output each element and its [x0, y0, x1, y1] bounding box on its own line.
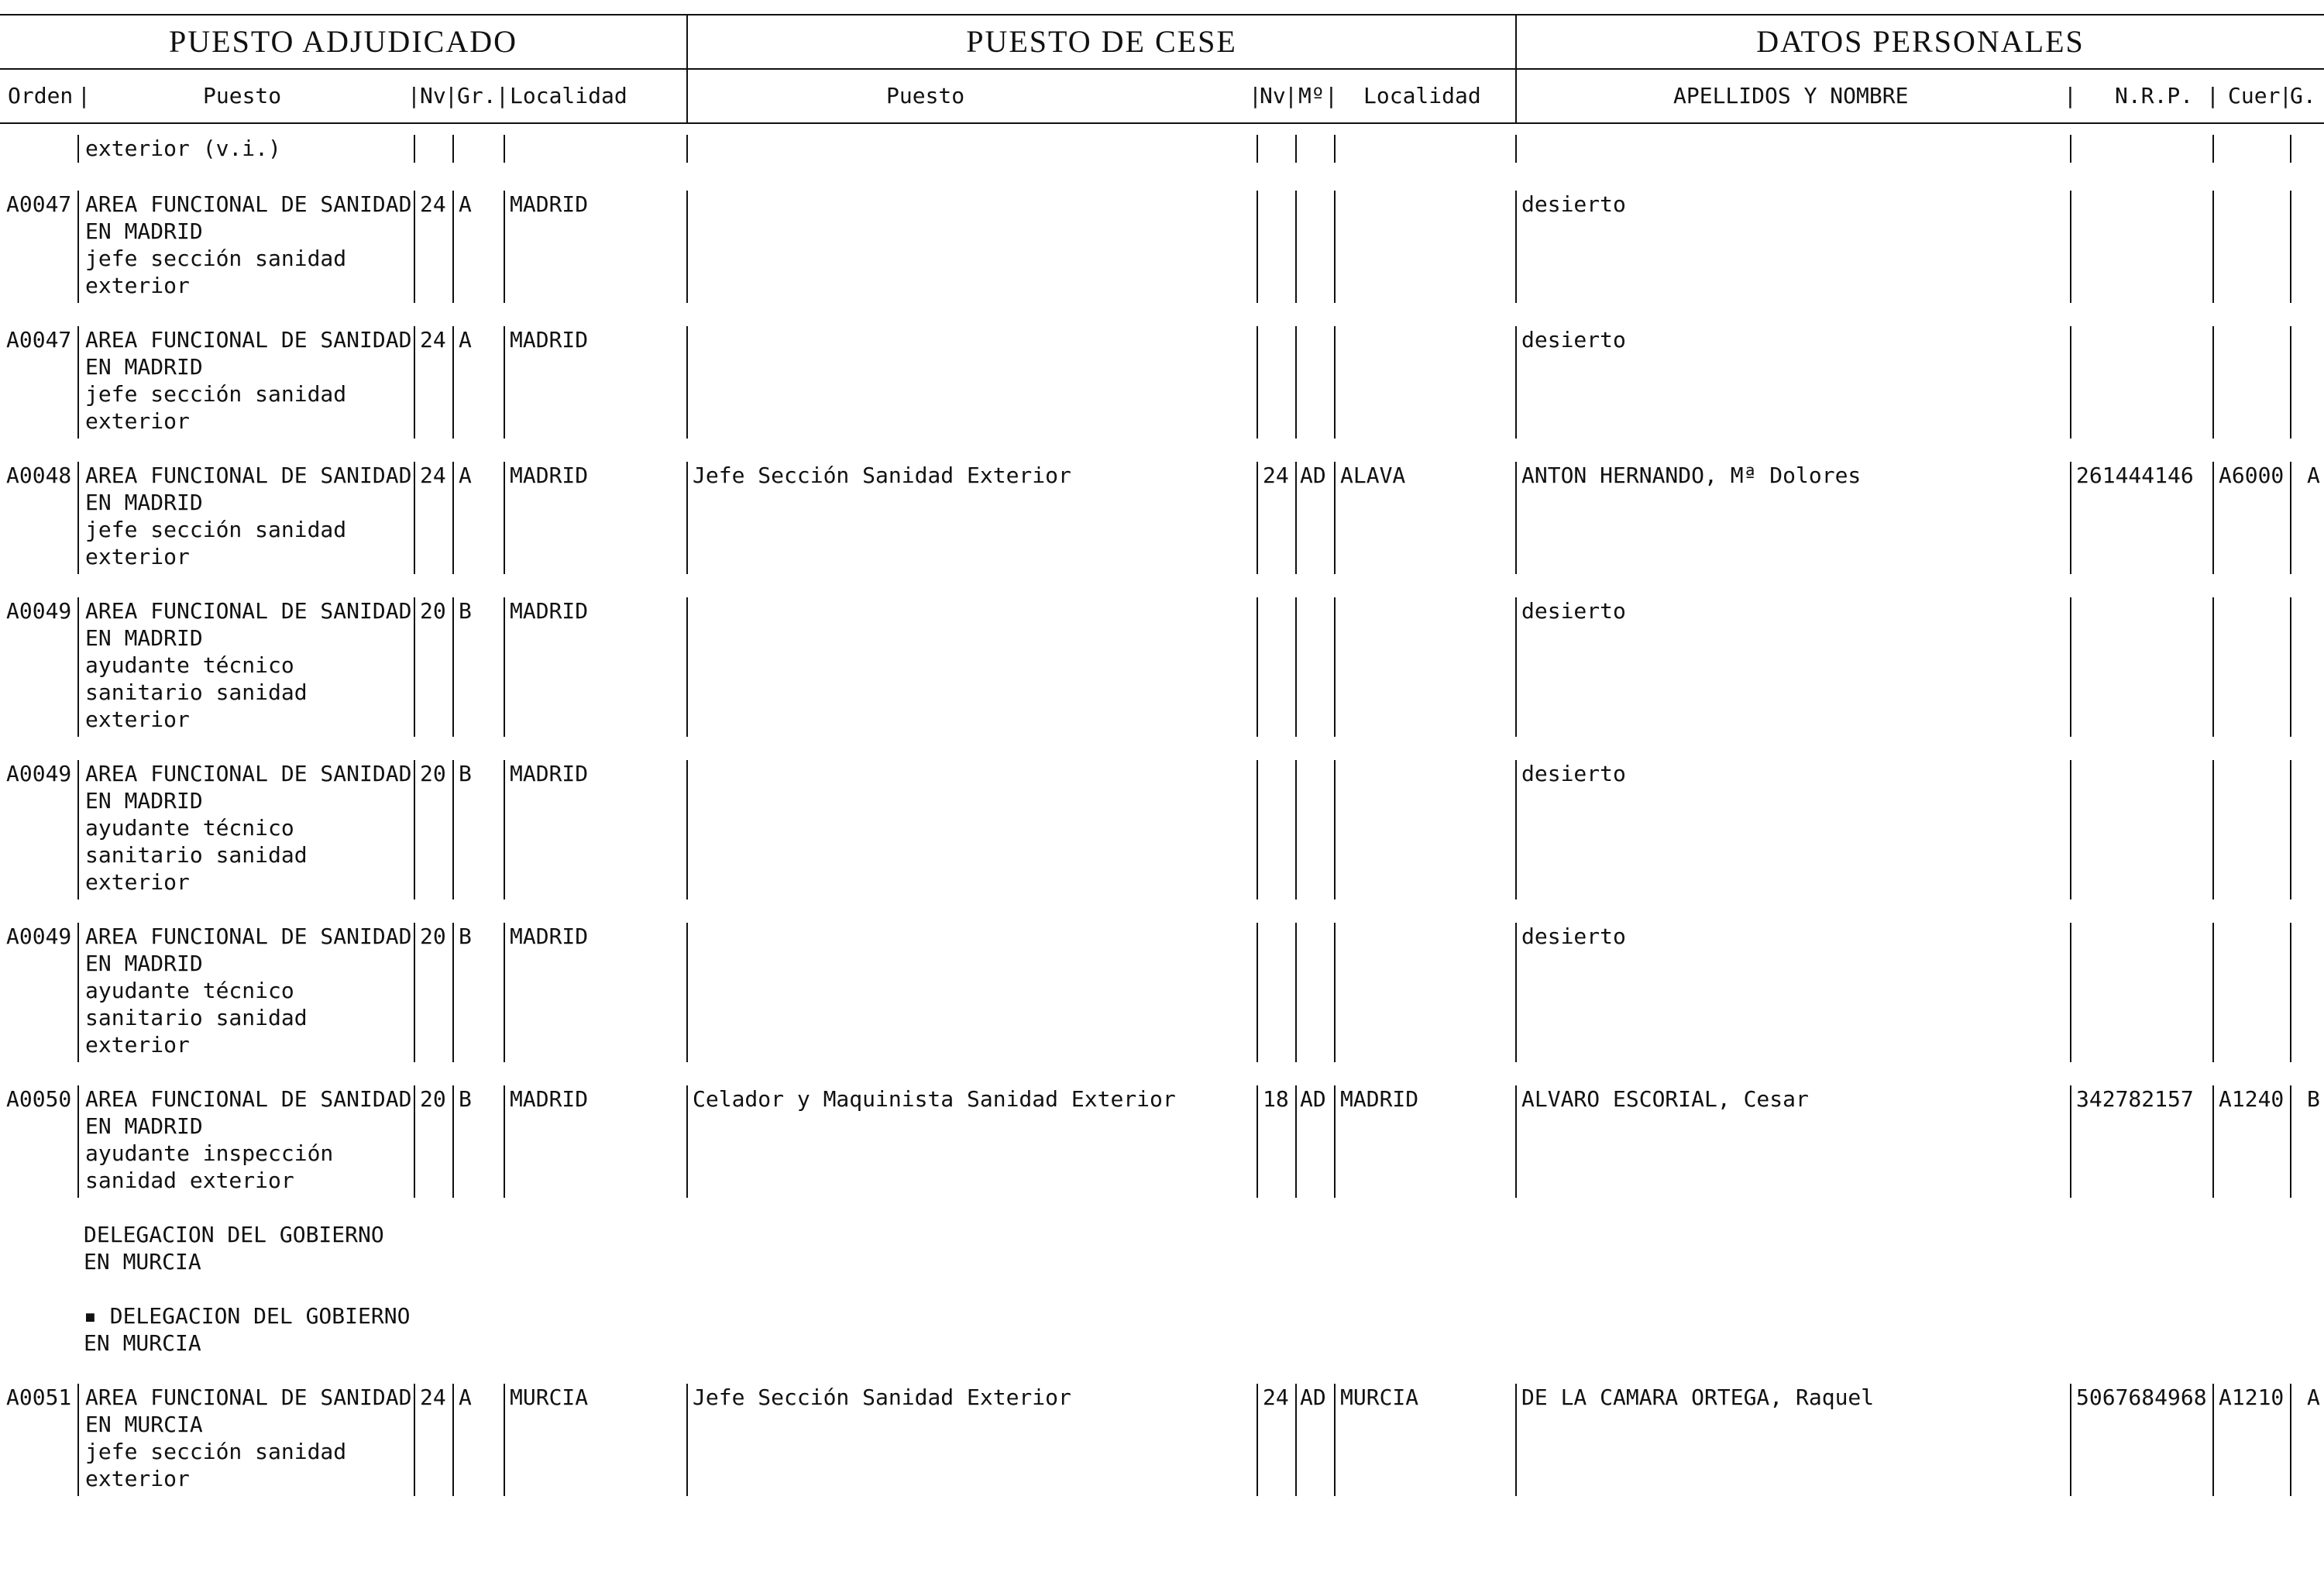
row-divider [1257, 1085, 1258, 1198]
row-divider [414, 191, 415, 303]
cell-nombre: desierto [1521, 191, 1626, 217]
table-row [0, 1384, 2324, 1496]
row-divider [1515, 191, 1517, 303]
row-divider [1257, 191, 1258, 303]
row-divider [2290, 597, 2291, 737]
cell-nombre: desierto [1521, 924, 1626, 949]
cell-localidad: MADRID [510, 191, 589, 217]
cell-cese-puesto: Celador y Maquinista Sanidad Exterior [693, 1086, 1176, 1112]
row-divider [1515, 135, 1517, 163]
row-divider [414, 462, 415, 574]
header-cese-nv: Nv [1260, 83, 1286, 108]
row-divider [2070, 191, 2071, 303]
cell-cese-localidad: MADRID [1340, 1086, 1419, 1112]
table-row [0, 326, 2324, 439]
header-sep: | [1249, 83, 1262, 108]
cell-gr: A [459, 463, 472, 488]
row-divider [2070, 1085, 2071, 1198]
cell-nombre: desierto [1521, 598, 1626, 624]
row-divider [1334, 923, 1336, 1062]
header-cese-localidad: Localidad [1363, 83, 1481, 108]
row-divider [2290, 1384, 2291, 1496]
row-divider [77, 923, 79, 1062]
header-sep: | [77, 83, 91, 108]
cell-localidad: MADRID [510, 327, 589, 353]
row-divider [414, 597, 415, 737]
row-divider [1295, 760, 1297, 899]
row-divider [452, 597, 454, 737]
cell-cese-m: AD [1300, 1384, 1326, 1410]
header-nv: Nv [420, 83, 446, 108]
row-divider [2212, 1085, 2214, 1198]
row-divider [2212, 135, 2214, 163]
row-divider [452, 135, 454, 163]
row-divider [452, 1384, 454, 1496]
header-gr: Gr. [457, 83, 497, 108]
cell-cuer: A1210 [2219, 1384, 2284, 1410]
row-divider [1257, 923, 1258, 1062]
row-divider [452, 1085, 454, 1198]
header-localidad: Localidad [510, 83, 627, 108]
row-divider [414, 1085, 415, 1198]
cell-orden: A0050 [6, 1086, 72, 1112]
row-divider [1515, 1384, 1517, 1496]
row-divider [414, 1384, 415, 1496]
cell-nv: 24 [420, 463, 446, 488]
row-divider [2290, 135, 2291, 163]
row-divider [2290, 923, 2291, 1062]
row-divider [504, 760, 505, 899]
cell-localidad: MADRID [510, 924, 589, 949]
row-divider [1257, 760, 1258, 899]
row-divider [77, 760, 79, 899]
row-divider [77, 1384, 79, 1496]
cell-gr: B [459, 761, 472, 786]
row-divider [1334, 191, 1336, 303]
header-rule [0, 122, 2324, 124]
row-divider [452, 760, 454, 899]
header-sep: | [2206, 83, 2219, 108]
row-divider [2290, 462, 2291, 574]
row-divider [686, 326, 688, 439]
table-row [0, 597, 2324, 737]
header-sep: | [1284, 83, 1298, 108]
row-divider [686, 760, 688, 899]
header-cuer: Cuer [2228, 83, 2281, 108]
header-sep: | [2279, 83, 2292, 108]
table-row [0, 760, 2324, 899]
row-divider [2290, 760, 2291, 899]
row-divider [1295, 1384, 1297, 1496]
row-divider [2212, 1384, 2214, 1496]
cell-localidad: MADRID [510, 598, 589, 624]
row-divider [1334, 1384, 1336, 1496]
row-divider [1334, 1085, 1336, 1198]
row-divider [504, 462, 505, 574]
cell-localidad: MADRID [510, 761, 589, 786]
row-divider [1334, 135, 1336, 163]
cell-gr: A [459, 191, 472, 217]
row-divider [1295, 191, 1297, 303]
row-divider [1515, 326, 1517, 439]
row-divider [1334, 597, 1336, 737]
row-divider [414, 326, 415, 439]
header-sep: | [2064, 83, 2077, 108]
cell-orden: A0047 [6, 327, 72, 353]
cell-nv: 24 [420, 191, 446, 217]
cell-nombre: desierto [1521, 327, 1626, 353]
cell-puesto: AREA FUNCIONAL DE SANIDAD EN MADRID ayudante técnico sanitario sanidad exterior [85, 924, 412, 1058]
row-divider [1295, 326, 1297, 439]
cell-nombre: ANTON HERNANDO, Mª Dolores [1521, 463, 1862, 488]
cell-orden: A0049 [6, 761, 72, 786]
cell-puesto: AREA FUNCIONAL DE SANIDAD EN MADRID jefe sección sanidad exterior [85, 191, 412, 298]
header-g: G. [2290, 83, 2316, 108]
row-divider [2290, 191, 2291, 303]
section-heading-subdelegacion: ▪ DELEGACION DEL GOBIERNO EN MURCIA [84, 1303, 411, 1356]
row-divider [414, 923, 415, 1062]
header-sep: | [407, 83, 421, 108]
row-divider [2070, 760, 2071, 899]
row-divider [2070, 597, 2071, 737]
row-divider [1257, 597, 1258, 737]
cell-cese-nv: 18 [1263, 1086, 1289, 1112]
row-divider [2290, 1085, 2291, 1198]
row-divider [1257, 462, 1258, 574]
cell-orden: A0051 [6, 1384, 72, 1410]
cell-cuer: A6000 [2219, 463, 2284, 488]
row-divider [1515, 760, 1517, 899]
cell-orden: A0047 [6, 191, 72, 217]
cell-cese-m: AD [1300, 463, 1326, 488]
cell-g: A [2307, 463, 2320, 488]
cell-nv: 24 [420, 1384, 446, 1410]
row-divider [2212, 760, 2214, 899]
cell-cuer: A1240 [2219, 1086, 2284, 1112]
cell-gr: B [459, 924, 472, 949]
row-divider [77, 597, 79, 737]
header-sep: | [445, 83, 458, 108]
row-divider [452, 923, 454, 1062]
header-sep: | [1325, 83, 1338, 108]
row-divider [77, 1085, 79, 1198]
cell-nrp: 342782157 [2076, 1086, 2194, 1112]
row-divider [504, 135, 505, 163]
row-divider [504, 597, 505, 737]
row-divider [1334, 326, 1336, 439]
cell-cese-nv: 24 [1263, 1384, 1289, 1410]
cell-cese-puesto: Jefe Sección Sanidad Exterior [693, 1384, 1071, 1410]
cell-orden: A0049 [6, 924, 72, 949]
row-divider [2290, 326, 2291, 439]
cell-gr: B [459, 1086, 472, 1112]
row-divider [77, 326, 79, 439]
row-divider [1295, 923, 1297, 1062]
cell-g: A [2307, 1384, 2320, 1410]
row-divider [1334, 760, 1336, 899]
row-divider [504, 923, 505, 1062]
row-divider [1295, 1085, 1297, 1198]
cell-nrp: 261444146 [2076, 463, 2194, 488]
cell-localidad: MADRID [510, 463, 589, 488]
row-divider [1295, 135, 1297, 163]
row-divider [2212, 923, 2214, 1062]
row-divider [504, 1085, 505, 1198]
row-divider [686, 191, 688, 303]
row-divider [504, 1384, 505, 1496]
row-divider [2070, 923, 2071, 1062]
row-divider [686, 1384, 688, 1496]
row-divider [1334, 462, 1336, 574]
header-nrp: N.R.P. [2115, 83, 2194, 108]
row-divider [2070, 135, 2071, 163]
cell-puesto: AREA FUNCIONAL DE SANIDAD EN MADRID jefe sección sanidad exterior [85, 327, 412, 434]
cell-orden: A0049 [6, 598, 72, 624]
row-divider [1295, 462, 1297, 574]
row-divider [2212, 326, 2214, 439]
row-divider [452, 462, 454, 574]
cell-nrp: 5067684968 [2076, 1384, 2207, 1410]
header-cese-m: Mº [1298, 83, 1325, 108]
cell-cese-puesto: Jefe Sección Sanidad Exterior [693, 463, 1071, 488]
section-rule [0, 68, 2324, 70]
row-divider [2212, 597, 2214, 737]
row-divider [77, 462, 79, 574]
row-divider [686, 1085, 688, 1198]
row-divider [686, 597, 688, 737]
header-orden: Orden [8, 83, 74, 108]
row-divider [77, 135, 79, 163]
row-divider [1515, 462, 1517, 574]
cell-localidad: MURCIA [510, 1384, 589, 1410]
row-divider [2070, 1384, 2071, 1496]
row-divider [452, 191, 454, 303]
cell-localidad: MADRID [510, 1086, 589, 1112]
section-title-adjudicado: PUESTO ADJUDICADO [169, 24, 517, 59]
row-divider [1515, 597, 1517, 737]
row-divider [1257, 1384, 1258, 1496]
row-divider [1515, 923, 1517, 1062]
section-heading-delegacion: DELEGACION DEL GOBIERNO EN MURCIA [84, 1222, 384, 1274]
cell-nv: 24 [420, 327, 446, 353]
section-title-personales: DATOS PERSONALES [1756, 24, 2085, 59]
cell-puesto: AREA FUNCIONAL DE SANIDAD EN MURCIA jefe sección sanidad exterior [85, 1384, 412, 1491]
row-divider [686, 135, 688, 163]
cell-gr: A [459, 1384, 472, 1410]
section-title-cese: PUESTO DE CESE [966, 24, 1237, 59]
row-divider [686, 923, 688, 1062]
table-row [0, 462, 2324, 574]
header-apellidos: APELLIDOS Y NOMBRE [1673, 83, 1909, 108]
cell-nv: 20 [420, 1086, 446, 1112]
row-divider [77, 191, 79, 303]
cell-nombre: ALVARO ESCORIAL, Cesar [1521, 1086, 1809, 1112]
header-cese-puesto: Puesto [886, 83, 965, 108]
cell-puesto: AREA FUNCIONAL DE SANIDAD EN MADRID ayudante técnico sanitario sanidad exterior [85, 761, 412, 895]
cell-cese-localidad: MURCIA [1340, 1384, 1419, 1410]
cell-nombre: DE LA CAMARA ORTEGA, Raquel [1521, 1384, 1875, 1410]
row-divider [1257, 135, 1258, 163]
header-sep: | [496, 83, 509, 108]
row-divider [414, 135, 415, 163]
cell-cese-nv: 24 [1263, 463, 1289, 488]
row-divider [1295, 597, 1297, 737]
row-divider [452, 326, 454, 439]
header-puesto: Puesto [203, 83, 282, 108]
table-row [0, 135, 2324, 166]
row-divider [2070, 326, 2071, 439]
row-divider [1515, 1085, 1517, 1198]
row-divider [2212, 462, 2214, 574]
cell-orden: A0048 [6, 463, 72, 488]
cell-cese-m: AD [1300, 1086, 1326, 1112]
table-row [0, 191, 2324, 303]
table-row [0, 1085, 2324, 1198]
row-divider [414, 760, 415, 899]
cell-nombre: desierto [1521, 761, 1626, 786]
table-row [0, 923, 2324, 1062]
cell-nv: 20 [420, 598, 446, 624]
cell-cese-localidad: ALAVA [1340, 463, 1406, 488]
cell-gr: B [459, 598, 472, 624]
row-divider [504, 326, 505, 439]
cell-nv: 20 [420, 924, 446, 949]
cell-puesto: AREA FUNCIONAL DE SANIDAD EN MADRID jefe sección sanidad exterior [85, 463, 412, 569]
cell-g: B [2307, 1086, 2320, 1112]
row-divider [2070, 462, 2071, 574]
row-divider [2212, 191, 2214, 303]
cell-nv: 20 [420, 761, 446, 786]
row-divider [686, 462, 688, 574]
cell-puesto: AREA FUNCIONAL DE SANIDAD EN MADRID ayudante técnico sanitario sanidad exterior [85, 598, 412, 732]
row-divider [1257, 326, 1258, 439]
cell-puesto: exterior (v.i.) [85, 136, 281, 161]
cell-gr: A [459, 327, 472, 353]
row-divider [504, 191, 505, 303]
cell-puesto: AREA FUNCIONAL DE SANIDAD EN MADRID ayudante inspección sanidad exterior [85, 1086, 412, 1193]
